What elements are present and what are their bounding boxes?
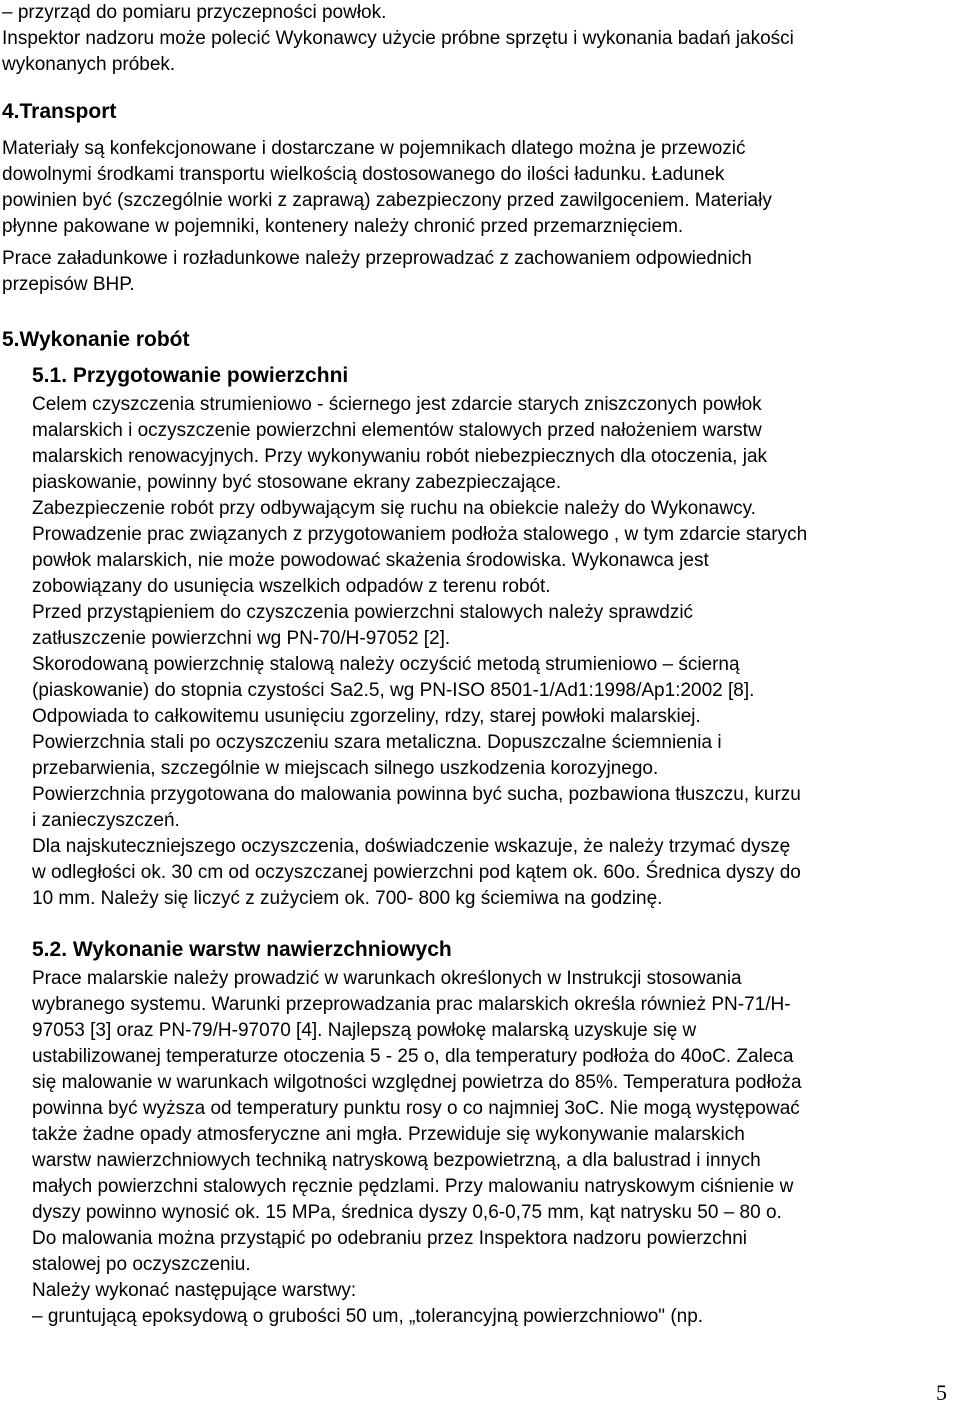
text-line: warstw nawierzchniowych techniką natryskową bezpowietrzną, a dla balustrad i innych: [32, 1150, 761, 1171]
section-heading: 4.Transport: [2, 100, 117, 123]
text-line: i zanieczyszczeń.: [32, 810, 180, 831]
text-line: (piaskowanie) do stopnia czystości Sa2.5, wg PN-ISO 8501-1/Ad1:1998/Ap1:2002 [8].: [32, 680, 755, 701]
text-line: się malowanie w warunkach wilgotności względnej powietrza do 85%. Temperatura podłoża: [32, 1072, 802, 1093]
text-line: powinna być wyższa od temperatury punktu rosy o co najmniej 3oC. Nie mogą występować: [32, 1098, 800, 1119]
text-line: Przed przystąpieniem do czyszczenia powierzchni stalowych należy sprawdzić: [32, 602, 694, 623]
text-line: stalowej po oczyszczeniu.: [32, 1254, 251, 1275]
text-line: płynne pakowane w pojemniki, kontenery należy chronić przed przemarznięciem.: [2, 216, 684, 237]
text-line: – gruntującą epoksydową o grubości 50 um, „tolerancyjną powierzchniowo" (np.: [32, 1306, 704, 1327]
section-heading: 5.Wykonanie robót: [2, 328, 190, 351]
text-line: 97053 [3] oraz PN-79/H-97070 [4]. Najlepszą powłokę malarską uzyskuje się w: [32, 1020, 697, 1041]
text-line: w odległości ok. 30 cm od oczyszczanej powierzchni pod kątem ok. 60o. Średnica dyszy do: [32, 862, 801, 883]
text-line: Prace malarskie należy prowadzić w warunkach określonych w Instrukcji stosowania: [32, 968, 742, 989]
subsection-heading: 5.2. Wykonanie warstw nawierzchniowych: [32, 938, 452, 961]
text-line: Do malowania można przystąpić po odebraniu przez Inspektora nadzoru powierzchni: [32, 1228, 747, 1249]
subsection-heading: 5.1. Przygotowanie powierzchni: [32, 364, 349, 387]
text-line: Skorodowaną powierzchnię stalową należy oczyścić metodą strumieniowo – ścierną: [32, 654, 740, 675]
text-line: wybranego systemu. Warunki przeprowadzania prac malarskich określa również PN-71/H-: [32, 994, 791, 1015]
text-line: 10 mm. Należy się liczyć z zużyciem ok. 700- 800 kg ściemiwa na godzinę.: [32, 888, 663, 909]
text-line: przepisów BHP.: [2, 274, 135, 295]
text-line: Zabezpieczenie robót przy odbywającym się ruchu na obiekcie należy do Wykonawcy.: [32, 498, 756, 519]
text-line: Prace załadunkowe i rozładunkowe należy przeprowadzać z zachowaniem odpowiednich: [2, 248, 752, 269]
text-line: zobowiązany do usunięcia wszelkich odpadów z terenu robót.: [32, 576, 551, 597]
text-line: dyszy powinno wynosić ok. 15 MPa, średnica dyszy 0,6-0,75 mm, kąt natrysku 50 – 80 o.: [32, 1202, 782, 1223]
text-line: Celem czyszczenia strumieniowo - ściernego jest zdarcie starych zniszczonych powłok: [32, 394, 762, 415]
text-line: malarskich renowacyjnych. Przy wykonywaniu robót niebezpiecznych dla otoczenia, jak: [32, 446, 768, 467]
text-line: zatłuszczenie powierzchni wg PN-70/H-97052 [2].: [32, 628, 451, 649]
text-line: dowolnymi środkami transportu wielkością dostosowanego do ilości ładunku. Ładunek: [2, 164, 725, 185]
text-line: Odpowiada to całkowitemu usunięciu zgorzeliny, rdzy, starej powłoki malarskiej.: [32, 706, 701, 727]
text-line: Inspektor nadzoru może polecić Wykonawcy użycie próbne sprzętu i wykonania badań jakości: [2, 28, 794, 49]
text-line: Powierzchnia przygotowana do malowania powinna być sucha, pozbawiona tłuszczu, kurzu: [32, 784, 801, 805]
text-line: wykonanych próbek.: [2, 54, 176, 75]
text-line: powinien być (szczególnie worki z zaprawą) zabezpieczony przed zawilgoceniem. Materiały: [2, 190, 772, 211]
text-line: Prowadzenie prac związanych z przygotowaniem podłoża stalowego , w tym zdarcie starych: [32, 524, 808, 545]
text-line: Powierzchnia stali po oczyszczeniu szara metaliczna. Dopuszczalne ściemnienia i: [32, 732, 722, 753]
text-line: powłok malarskich, nie może powodować skażenia środowiska. Wykonawca jest: [32, 550, 709, 571]
text-line: przebarwienia, szczególnie w miejscach silnego uszkodzenia korozyjnego.: [32, 758, 659, 779]
page-number: 5: [936, 1380, 947, 1405]
text-line: – przyrząd do pomiaru przyczepności powłok.: [2, 2, 387, 23]
text-line: piaskowanie, powinny być stosowane ekrany zabezpieczające.: [32, 472, 562, 493]
text-line: także żadne opady atmosferyczne ani mgła. Przewiduje się wykonywanie malarskich: [32, 1124, 745, 1145]
text-line: ustabilizowanej temperaturze otoczenia 5 - 25 o, dla temperatury podłoża do 40oC. Zaleca: [32, 1046, 794, 1067]
text-line: Dla najskuteczniejszego oczyszczenia, doświadczenie wskazuje, że należy trzymać dyszę: [32, 836, 791, 857]
text-line: malarskich i oczyszczenie powierzchni elementów stalowych przed nałożeniem warstw: [32, 420, 762, 441]
text-line: Należy wykonać następujące warstwy:: [32, 1280, 357, 1301]
text-line: małych powierzchni stalowych ręcznie pędzlami. Przy malowaniu natryskowym ciśnienie w: [32, 1176, 794, 1197]
text-line: Materiały są konfekcjonowane i dostarczane w pojemnikach dlatego można je przewozić: [2, 138, 746, 159]
